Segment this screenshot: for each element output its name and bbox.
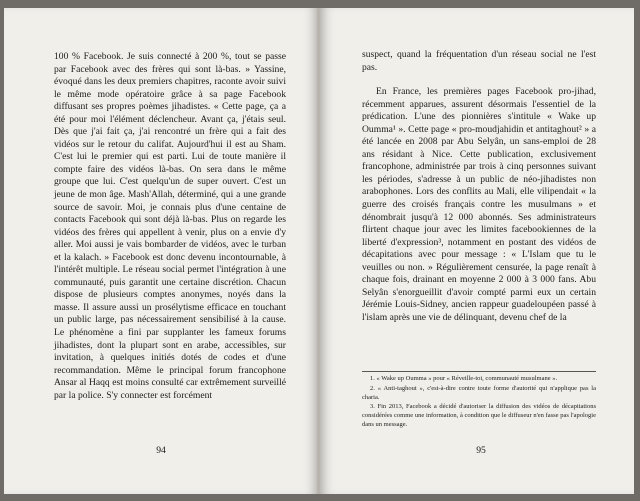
footnote-1: 1. « Wake up Oumma » pour « Réveille-toi, communauté musulmane ». [370,375,558,382]
left-page [4,8,318,494]
right-page-number: 95 [476,445,486,456]
right-page-body [362,49,596,324]
right-paragraph-continued: suspect, quand la fréquentation d'un réseau social ne l'est pas. [362,49,596,73]
left-page-body [54,51,286,402]
footnote-2: 2. « Anti-taghout », c'est-à-dire contre toute forme d'autorité qui n'applique pas la charia. [362,384,596,401]
footnotes [362,371,596,431]
left-page-number: 94 [156,445,166,456]
right-page [320,8,634,494]
footnote-3: 3. Fin 2013, Facebook a décidé d'autoriser la diffusion des vidéos de décapitations considérées comme une information, à condition que le diffuseur n'en fasse pas l'apologie dans un message. [362,403,596,428]
left-paragraph: 100 % Facebook. Je suis connecté à 200 %, tout se passe par Facebook avec des frères qui sont là-bas. » Yassine, évoqué dans les deux premiers chapitres, raconte avoir suivi le même mode opératoire grâce à sa page Facebook diffusant ses propres poèmes jihadistes. « Cette page, ça a été pour moi l'élément déclencheur. Avant ça, j'étais seul. Dès que j'ai fait ça, j'ai rencontré un frère qui a fait des vidéos sur le retour du califat. Aujourd'hui il est au Sham. C'est lui le premier qui est parti. Lui de toute manière il compte faire des vidéos là-bas. On sera dans le même groupe que lui. C'est quelqu'un de super ouvert. C'est un jeune de mon âge. Mash'Allah, déterminé, qui a une grande source de savoir. Moi, je connais plus d'une centaine de contacts Facebook qui sont déjà là-bas. Plus on regarde les vidéos des frères qui appellent à venir, plus on a envie d'y aller. Moi aussi je vais bombarder de vidéos, avec le turban et la kalach. » Facebook est donc devenu incontournable, à l'intérêt multiple. Le réseau social permet l'intégration à une communauté, puis garantit une certaine discrétion. Chacun dispose de plusieurs comptes anonymes, noyés dans la masse. Il assure aussi un prosélytisme efficace en touchant un public large, pas nécessairement sensibilisé à la cause. Le phénomène a fini par supplanter les fameux forums jihadistes, dont la plupart sont en arabe, accessibles, sur invitation, à quelques initiés dotés de codes et d'une recommandation. Même le principal forum francophone Ansar al Haqq est moins consulté car extrêmement surveillé par la police. S'y connecter est forcément [54,51,286,401]
right-paragraph: En France, les premières pages Facebook pro-jihad, récemment apparues, assurent désormais l'essentiel de la prédication. L'une des pionnières s'intitule « Wake up Oumma¹ ». Cette page « pro-moudjahidin et antitaghout² » a été lancée en 2008 par Abu Selyân, un sans-emploi de 28 ans résidant à Nice. Cette publication, exclusivement francophone, administrée par trois à cinq personnes suivant les périodes, s'adresse à un public de néo-jihadistes non arabophones. Lors des conflits au Mali, elle vilipendait « la guerre des croisés français contre les musulmans » et dénombrait jusqu'à 12 000 abonnés. Ses administrateurs flirtent chaque jour avec les limites facebookiennes de la liberté d'expression³, notamment en postant des vidéos de décapitations avec pour message : « L'Islam que tu le veuilles ou non. » Régulièrement censurée, la page renaît à chaque fois, drainant en moyenne 2 000 à 3 000 fans. Abu Selyân s'enorgueillit d'avoir compté parmi eux un certain Jérémie Louis-Sidney, ancien rappeur guadeloupéen passé à l'islam après une vie de délinquant, devenu chef de la [362,86,596,323]
